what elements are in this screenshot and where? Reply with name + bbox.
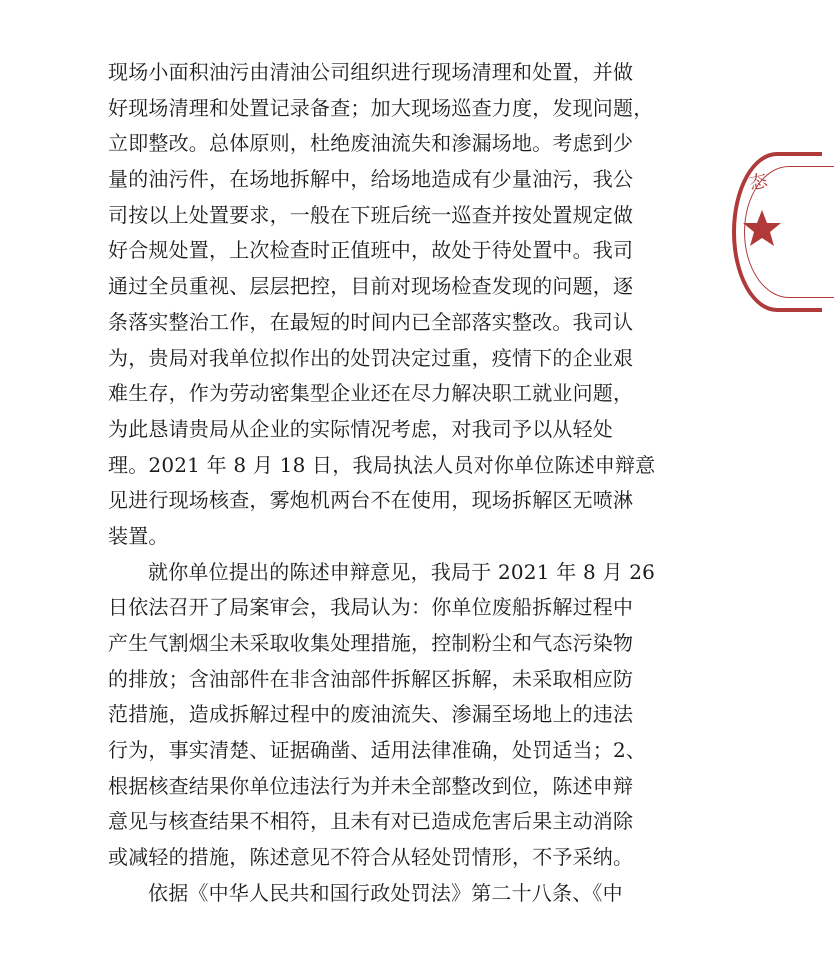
text-line: 日依法召开了局案审会，我局认为：你单位废船拆解过程中 — [108, 595, 634, 620]
text-line: 条落实整治工作，在最短的时间内已全部落实整改。我司认 — [108, 309, 634, 334]
text-line: 好合规处置，上次检查时正值班中，故处于待处置中。我司 — [108, 238, 634, 263]
text-line: 好现场清理和处置记录备查；加大现场巡查力度，发现问题， — [108, 95, 654, 120]
star-icon — [742, 208, 782, 248]
document-body — [108, 55, 668, 912]
text-line: 为，贵局对我单位拟作出的处罚决定过重，疫情下的企业艰 — [108, 345, 634, 370]
text-line: 或减轻的措施，陈述意见不符合从轻处罚情形，不予采纳。 — [108, 845, 634, 870]
text-line: 行为，事实清楚、证据确凿、适用法律准确，处罚适当；2、 — [108, 738, 647, 763]
seal-text: 态 — [747, 170, 770, 195]
text-line: 范措施，造成拆解过程中的废油流失、渗漏至场地上的违法 — [108, 702, 634, 727]
text-line: 为此恳请贵局从企业的实际情况考虑，对我司予以从轻处 — [108, 416, 613, 441]
paragraph-start-line: 依据《中华人民共和国行政处罚法》第二十八条、《中 — [148, 880, 623, 905]
text-line: 意见与核查结果不相符，且未有对已造成危害后果主动消除 — [108, 809, 634, 834]
text-line: 理。2021 年 8 月 18 日，我局执法人员对你单位陈述申辩意 — [108, 452, 656, 477]
text-line: 通过全员重视、层层把控，目前对现场检查发现的问题，逐 — [108, 274, 634, 299]
text-line: 量的油污件，在场地拆解中，给场地造成有少量油污，我公 — [108, 167, 634, 192]
text-line: 的排放；含油部件在非含油部件拆解区拆解，未采取相应防 — [108, 666, 634, 691]
text-line: 产生气割烟尘未采取收集处理措施，控制粉尘和气态污染物 — [108, 631, 634, 655]
text-line: 现场小面积油污由清油公司组织进行现场清理和处置，并做 — [108, 60, 634, 84]
text-line: 司按以上处置要求，一般在下班后统一巡查并按处置规定做 — [108, 202, 634, 227]
text-line: 立即整改。总体原则，杜绝废油流失和渗漏场地。考虑到少 — [108, 131, 634, 156]
text-line: 装置。 — [108, 523, 169, 548]
text-line: 难生存，作为劳动密集型企业还在尽力解决职工就业问题， — [108, 381, 634, 406]
text-line: 根据核查结果你单位违法行为并未全部整改到位，陈述申辩 — [108, 773, 634, 798]
official-seal-stamp — [732, 152, 822, 312]
paragraph-start-line: 就你单位提出的陈述申辩意见，我局于 2021 年 8 月 26 — [148, 559, 656, 584]
text-line: 见进行现场核查，雾炮机两台不在使用，现场拆解区无喷淋 — [108, 488, 634, 513]
